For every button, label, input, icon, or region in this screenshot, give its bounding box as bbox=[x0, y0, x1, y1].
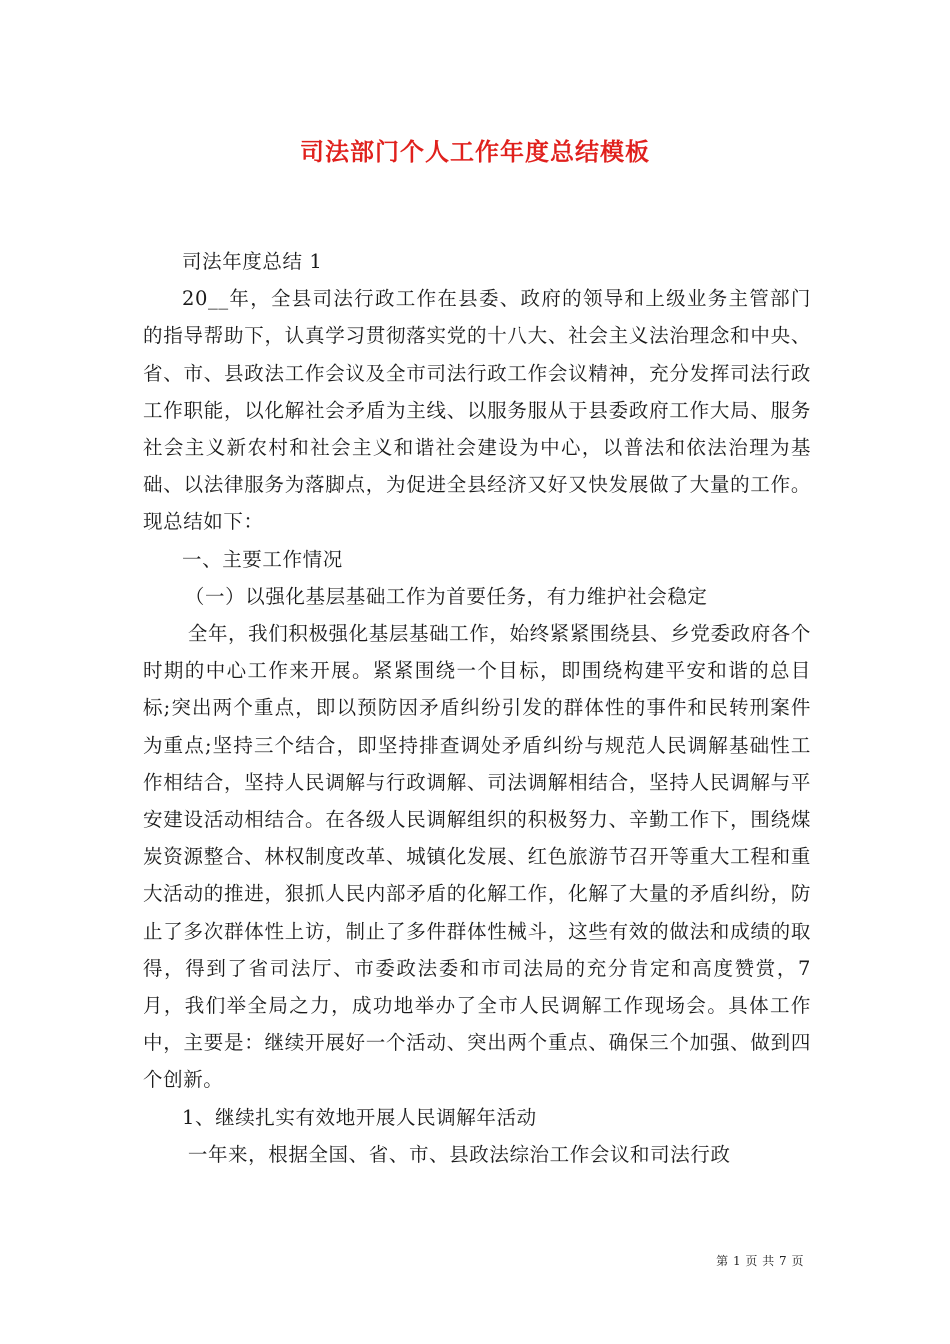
item-heading-1: 1、继续扎实有效地开展人民调解年活动 bbox=[182, 1105, 537, 1129]
section-heading: 司法年度总结 1 bbox=[182, 250, 323, 273]
subheading-1: （一）以强化基层基础工作为首要任务，有力维护社会稳定 bbox=[184, 584, 708, 608]
paragraph-body: 全年，我们积极强化基层基础工作，始终紧紧围绕县、乡党委政府各个时期的中心工作来开展。紧紧围绕一个目标，即围绕构建平安和谐的总目标;突出两个重点，即以预防因矛盾纠纷引发的群体性的事件和民转刑案件为重点;坚持三个结合，即坚持排查调处矛盾纠纷与规范人民调解基础性工作相结合，坚持人民调解与行政调解、司法调解相结合，坚持人民调解与平安建设活动相结合。在各级人民调解组织的积极努力、辛勤工作下，围绕煤炭资源整合、林权制度改革、城镇化发展、红色旅游节召开等重大工程和重大活动的推进，狠抓人民内部矛盾的化解工作，化解了大量的矛盾纠纷，防止了多次群体性上访，制止了多件群体性械斗，这些有效的做法和成绩的取得，得到了省司法厅、市委政法委和市司法局的充分肯定和高度赞赏，7 月，我们举全局之力，成功地举办了全市人民调解工作现场会。具体工作中，主要是：继续开展好一个活动、突出两个重点、确保三个加强、做到四个创新。 bbox=[143, 622, 811, 1092]
document-title: 司法部门个人工作年度总结模板 bbox=[300, 137, 650, 166]
paragraph-continued: 一年来，根据全国、省、市、县政法综治工作会议和司法行政 bbox=[187, 1142, 731, 1166]
paragraph-intro: 20__年，全县司法行政工作在县委、政府的领导和上级业务主管部门的指导帮助下，认真学习贯彻落实党的十八大、社会主义法治理念和中央、省、市、县政法工作会议及全市司法行政工作会议精神，充分发挥司法行政工作职能，以化解社会矛盾为主线、以服务服从于县委政府工作大局、服务社会主义新农村和社会主义和谐社会建设为中心，以普法和依法治理为基础、以法律服务为落脚点，为促进全县经济又好又快发展做了大量的工作。现总结如下： bbox=[143, 287, 811, 534]
document-body bbox=[143, 243, 811, 1173]
page-number: 第 1 页 共 7 页 bbox=[716, 1254, 804, 1268]
heading-main-work: 一、主要工作情况 bbox=[182, 547, 343, 571]
